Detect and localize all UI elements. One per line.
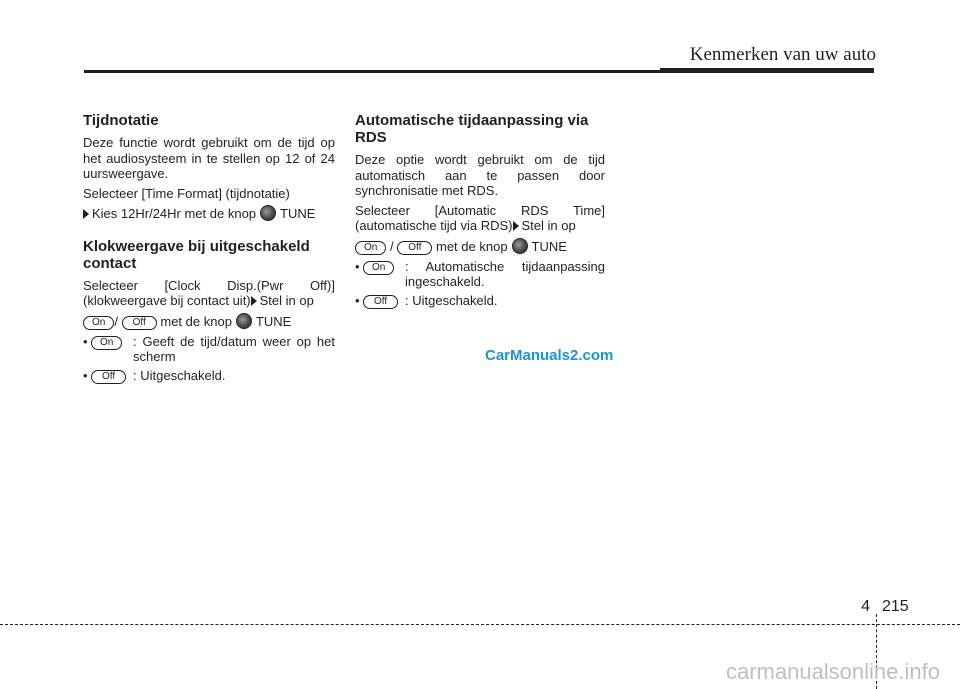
chapter-number: 4	[861, 598, 870, 615]
list-item	[355, 293, 605, 309]
knob-text: met de knop	[160, 313, 232, 329]
bullet-dot: •	[83, 333, 88, 349]
step-line	[355, 238, 605, 255]
tune-label: TUNE	[280, 206, 316, 221]
section-title-time-format: Tijdnotatie	[83, 112, 159, 129]
off-pill-icon: Off	[363, 295, 398, 309]
step-text: Stel in op	[259, 293, 314, 308]
step-line	[83, 205, 335, 222]
bullet-text: : Automatische tijdaanpassing ingeschakeld.	[405, 258, 605, 289]
arrow-icon	[83, 209, 89, 219]
right-column	[355, 112, 605, 312]
on-pill-icon: On	[363, 261, 394, 275]
paragraph	[83, 278, 335, 309]
arrow-icon	[251, 296, 257, 306]
bullet-text: : Geeft de tijd/datum weer op het scherm	[133, 333, 335, 364]
step-text: Stel in op	[521, 218, 576, 233]
step-line	[83, 313, 335, 330]
on-pill-icon: On	[83, 316, 114, 330]
off-pill-icon: Off	[122, 316, 157, 330]
list-item	[83, 368, 335, 384]
site-watermark[interactable]: CarManuals2.com	[485, 347, 614, 364]
on-pill-icon: On	[91, 336, 122, 350]
tune-knob-icon	[260, 205, 276, 221]
header-title: Kenmerken van uw auto	[689, 44, 876, 65]
paragraph	[355, 203, 605, 234]
arrow-icon	[513, 221, 519, 231]
paragraph: Selecteer [Time Format] (tijdnotatie)	[83, 185, 290, 201]
footer-watermark[interactable]: carmanualsonline.info	[725, 659, 940, 684]
paragraph-text: Selecteer [Clock Disp.(Pwr Off)] (klokweergave bij contact uit)	[83, 277, 335, 308]
off-pill-icon: Off	[91, 370, 126, 384]
section-title-rds-time: Automatische tijdaanpassing via RDS	[355, 112, 589, 146]
bullet-text: : Uitgeschakeld.	[133, 367, 226, 383]
tune-label: TUNE	[531, 238, 567, 254]
bullet-dot: •	[83, 367, 88, 383]
step-text: Kies 12Hr/24Hr met de knop	[92, 206, 257, 221]
tune-label: TUNE	[255, 313, 292, 329]
separator: /	[114, 313, 118, 329]
list-item	[355, 259, 605, 290]
paragraph: Deze functie wordt gebruikt om de tijd op het audiosysteem in te stellen op 12 of 24 uursweergave.	[83, 135, 335, 181]
left-column	[83, 112, 335, 387]
page-number: 215	[882, 598, 909, 615]
bullet-text: : Uitgeschakeld.	[405, 292, 498, 308]
off-pill-icon: Off	[397, 241, 432, 255]
header-rule-accent	[660, 68, 874, 73]
separator: /	[389, 238, 394, 254]
tune-knob-icon	[236, 313, 252, 329]
on-pill-icon: On	[355, 241, 386, 255]
bullet-dot: •	[355, 292, 360, 308]
section-clock-display	[83, 238, 335, 384]
section-title-clock-display: Klokweergave bij uitgeschakeld contact	[83, 237, 310, 272]
list-item	[83, 334, 335, 365]
paragraph: Deze optie wordt gebruikt om de tijd automatisch aan te passen door synchronisatie met RDS.	[355, 152, 605, 198]
bullet-dot: •	[355, 258, 360, 274]
knob-text: met de knop	[436, 238, 508, 254]
footer-rule	[0, 624, 960, 625]
paragraph-text: Selecteer [Automatic RDS Time] (automatische tijd via RDS)	[355, 202, 605, 233]
tune-knob-icon	[512, 238, 528, 254]
